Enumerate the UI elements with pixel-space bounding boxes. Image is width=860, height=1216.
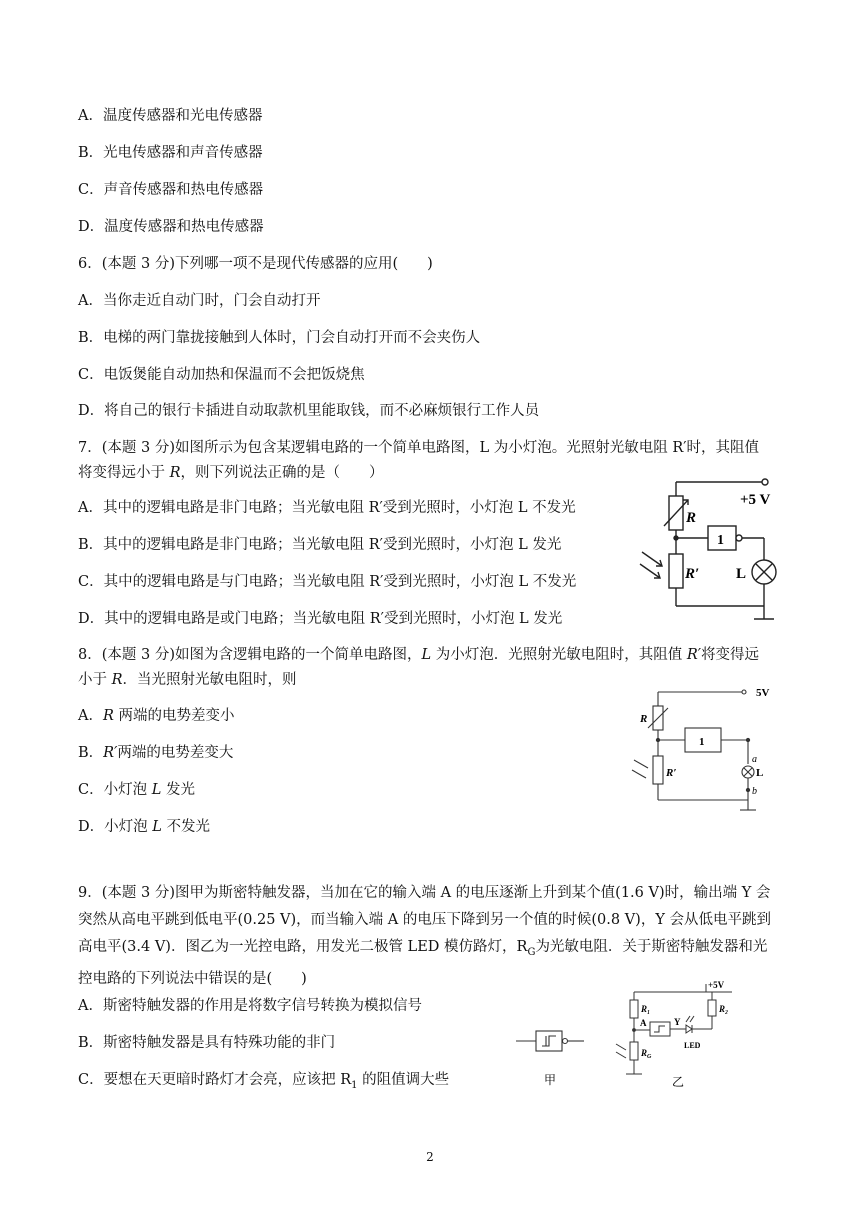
q7-stem-line2: 将变得远小于 R，则下列说法正确的是（ ） [78, 465, 384, 481]
q8-fig-a-label: a [752, 754, 757, 765]
q6-option-b: B．电梯的两门靠拢接触到人体时，门会自动打开而不会夹伤人 [78, 330, 481, 346]
q9-fig-led-label: LED [684, 1041, 701, 1050]
q9-fig-supply-label: +5V [708, 980, 725, 990]
q8-fig-supply-label: 5V [756, 687, 770, 699]
q8-fig-b-label: b [752, 786, 757, 797]
q7-fig-gate-label: 1 [717, 533, 724, 548]
q8-option-a: A．R 两端的电势差变小 [78, 708, 235, 724]
q9-fig-yi-label: 乙 [672, 1075, 685, 1089]
q6-option-c: C．电饭煲能自动加热和保温而不会把饭烧焦 [78, 367, 365, 383]
q8-stem-line1: 8．(本题 3 分)如图为含逻辑电路的一个简单电路图，L 为小灯泡．光照射光敏电阻时，其阻值 R′将变得远 [78, 647, 760, 663]
q8-option-d: D．小灯泡 L 不发光 [78, 819, 210, 835]
q9-stem-line1: 9．(本题 3 分)图甲为斯密特触发器，当加在它的输入端 A 的电压逐渐上升到某个值(1.6 V)时，输出端 Y 会 [78, 885, 771, 901]
page-number: 2 [426, 1150, 434, 1164]
q9-option-a: A．斯密特触发器的作用是将数字信号转换为模拟信号 [78, 998, 422, 1014]
q9-stem-line2: 突然从高电平跳到低电平(0.25 V)，而当输入端 A 的电压下降到另一个值的时候(0.8 V)，Y 会从低电平跳到 [78, 912, 772, 928]
q7-option-d: D．其中的逻辑电路是或门电路；当光敏电阻 R′受到光照时，小灯泡 L 发光 [78, 611, 563, 627]
q9-fig-rg-label: $R_G$ [641, 1048, 652, 1060]
q9-option-b: B．斯密特触发器是具有特殊功能的非门 [78, 1035, 336, 1051]
q7-option-b: B．其中的逻辑电路是非门电路；当光敏电阻 R′受到光照时，小灯泡 L 发光 [78, 537, 562, 553]
q8-fig-lamp-label: L [756, 767, 764, 779]
q7-option-a: A．其中的逻辑电路是非门电路；当光敏电阻 R′受到光照时，小灯泡 L 不发光 [78, 500, 576, 516]
q9-fig-r2-label: R₂ [719, 1004, 729, 1014]
q9-stem [78, 880, 782, 993]
q9-option-c: C．要想在天更暗时路灯才会亮，应该把 $R_1$ 的阻值调大些 [78, 1072, 450, 1091]
q7-fig-rp-label: R′ [685, 566, 700, 582]
q5-option-b: B．光电传感器和声音传感器 [78, 145, 263, 161]
q8-fig-r-label: R [640, 713, 648, 725]
q6-stem: 6．(本题 3 分)下列哪一项不是现代传感器的应用( ) [78, 256, 433, 272]
q9-fig-a-label: A [640, 1018, 647, 1028]
q5-option-a: A．温度传感器和光电传感器 [78, 108, 263, 124]
q8-fig-rp-label: R′ [666, 767, 677, 779]
q8-stem-line2: 小于 R．当光照射光敏电阻时，则 [78, 672, 297, 688]
q8-option-b: B．R′两端的电势差变大 [78, 745, 234, 761]
q8-fig-gate-label: 1 [699, 736, 705, 748]
q7-fig-lamp-label: L [736, 566, 747, 582]
q6-option-a: A．当你走近自动门时，门会自动打开 [78, 293, 321, 309]
q9-fig-r1-label: R₁ [641, 1004, 651, 1014]
q5-option-c: C．声音传感器和热电传感器 [78, 182, 264, 198]
q5-option-d: D．温度传感器和热电传感器 [78, 219, 264, 235]
q7-option-c: C．其中的逻辑电路是与门电路；当光敏电阻 R′受到光照时，小灯泡 L 不发光 [78, 574, 577, 590]
q9-stem-line4: 控电路的下列说法中错误的是( ) [78, 970, 307, 987]
q7-fig-r-label: R [686, 510, 697, 526]
q9-figure-yi [612, 978, 742, 1094]
q9-figure-jia [514, 1022, 594, 1094]
q7-circuit-figure [612, 474, 802, 634]
q6-option-d: D．将自己的银行卡插进自动取款机里能取钱，而不必麻烦银行工作人员 [78, 403, 540, 419]
q7-stem-line1: 7．(本题 3 分)如图所示为包含某逻辑电路的一个简单电路图，L 为小灯泡。光照射光敏电阻 R′时，其阻值 [78, 440, 760, 456]
q9-stem-line3: 高电平(3.4 V)．图乙为一光控电路，用发光二极管 LED 模仿路灯，$R_G$为光敏电阻．关于斯密特触发器和光 [78, 939, 768, 958]
q8-circuit-figure [630, 684, 780, 818]
q9-fig-y-label: Y [674, 1017, 681, 1027]
q8-option-c: C．小灯泡 L 发光 [78, 782, 195, 798]
q9-fig-jia-label: 甲 [544, 1073, 557, 1087]
q7-fig-supply-label: +5 V [740, 492, 771, 508]
